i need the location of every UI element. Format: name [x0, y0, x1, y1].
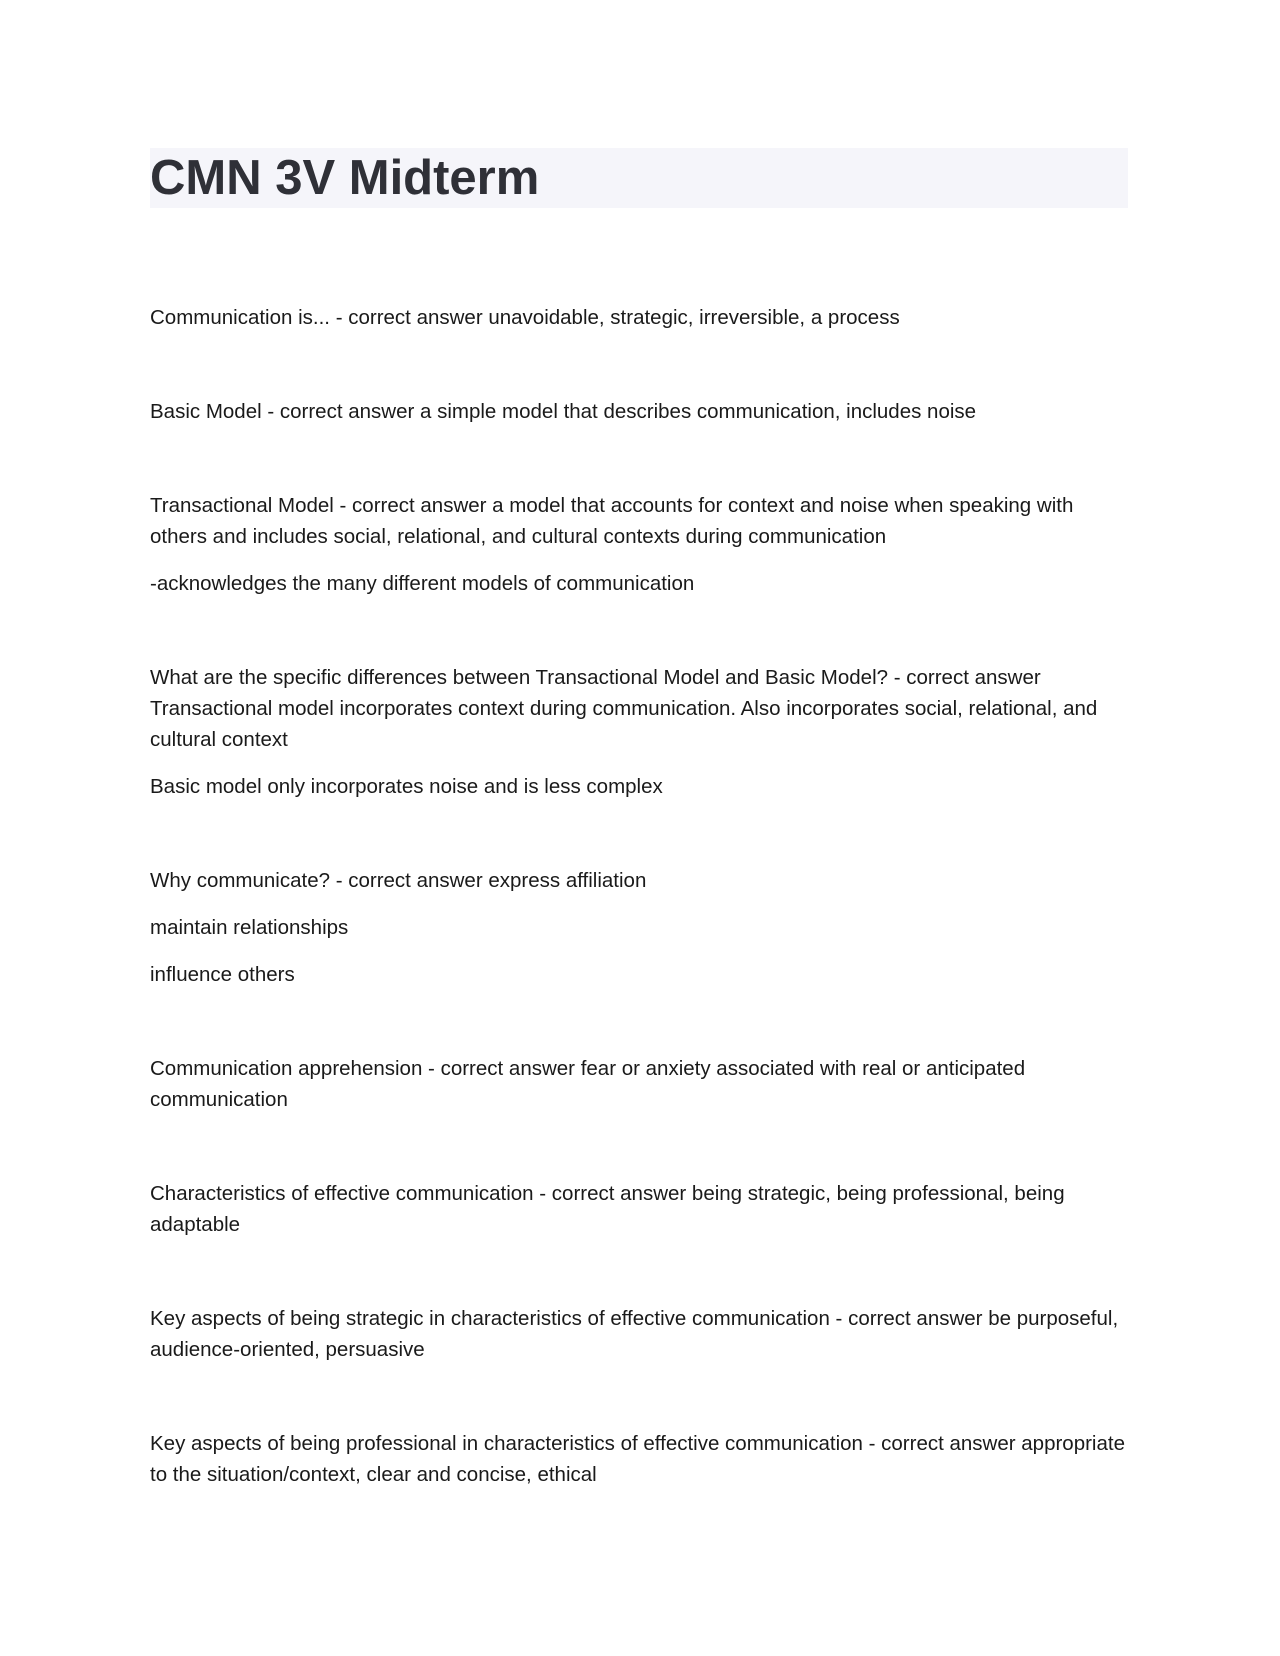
qa-item: [150, 865, 1128, 990]
document-title: CMN 3V Midterm: [150, 151, 540, 205]
qa-item: [150, 302, 1128, 333]
qa-item: [150, 662, 1128, 802]
qa-paragraph: Basic model only incorporates noise and is less complex: [150, 775, 663, 798]
qa-item: [150, 1428, 1128, 1490]
qa-paragraph: -acknowledges the many different models of communication: [150, 572, 695, 595]
qa-item: [150, 490, 1128, 599]
qa-paragraph: Key aspects of being strategic in characteristics of effective communication - correct answer be purposeful, audience-oriented, persuasive: [150, 1307, 1119, 1361]
qa-item: [150, 1303, 1128, 1365]
qa-paragraph: What are the specific differences between Transactional Model and Basic Model? - correct answer Transactional model incorporates context during communication. Also incorporates social, relational, and cultural context: [150, 666, 1098, 751]
qa-paragraph: Transactional Model - correct answer a model that accounts for context and noise when speaking with others and includes social, relational, and cultural contexts during communication: [150, 494, 1074, 548]
qa-list: [150, 302, 1128, 1490]
qa-item: [150, 396, 1128, 427]
qa-item: [150, 1053, 1128, 1115]
qa-paragraph: Characteristics of effective communication - correct answer being strategic, being professional, being adaptable: [150, 1182, 1065, 1236]
title-banner: [150, 148, 1128, 208]
qa-paragraph: Basic Model - correct answer a simple model that describes communication, includes noise: [150, 400, 977, 423]
qa-paragraph: Why communicate? - correct answer express affiliation: [150, 869, 647, 892]
document-page: [150, 148, 1128, 1553]
qa-paragraph: Communication is... - correct answer unavoidable, strategic, irreversible, a process: [150, 306, 900, 329]
qa-paragraph: maintain relationships: [150, 916, 349, 939]
qa-paragraph: influence others: [150, 963, 295, 986]
qa-paragraph: Communication apprehension - correct answer fear or anxiety associated with real or anticipated communication: [150, 1057, 1026, 1111]
qa-item: [150, 1178, 1128, 1240]
qa-paragraph: Key aspects of being professional in characteristics of effective communication - correct answer appropriate to the situation/context, clear and concise, ethical: [150, 1432, 1125, 1486]
